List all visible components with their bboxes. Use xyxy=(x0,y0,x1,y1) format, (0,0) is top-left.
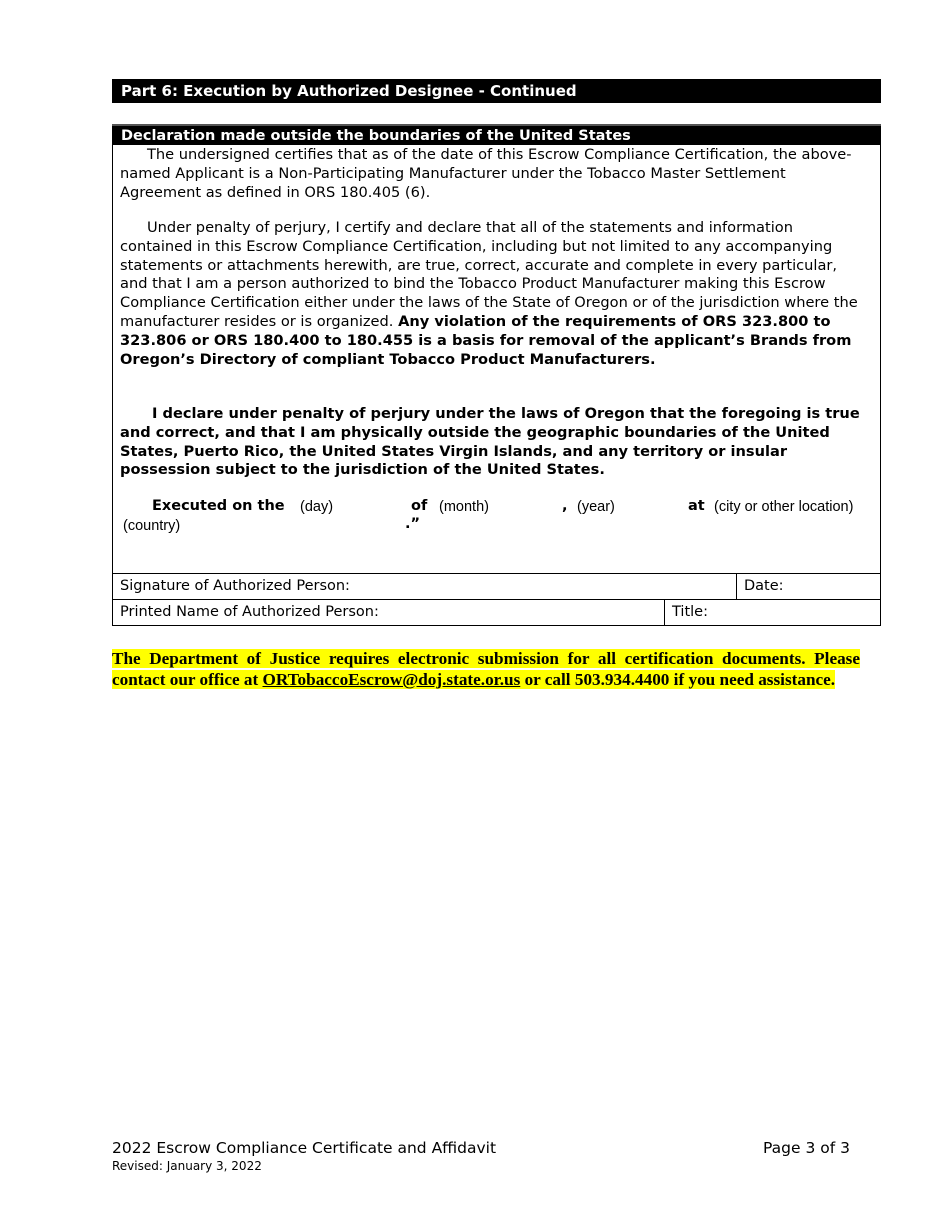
title-label: Title: xyxy=(672,604,708,620)
printed-name-field[interactable] xyxy=(112,600,664,626)
at-label: at xyxy=(688,498,705,514)
of-label: of xyxy=(411,498,428,514)
execution-end-quote: .” xyxy=(405,516,421,532)
declaration-paragraph-1: The undersigned certifies that as of the date of this Escrow Compliance Certification, the above-named Applicant is a Non-Participating Manufacturer under the Tobacco Master Settlement Agreement as defined in ORS 180.405 (6). xyxy=(120,146,852,201)
country-field[interactable]: (country) xyxy=(123,518,181,534)
page-number: Page 3 of 3 xyxy=(763,1139,850,1157)
date-label: Date: xyxy=(744,578,784,594)
date-field[interactable] xyxy=(736,574,881,599)
location-field[interactable]: (city or other location) xyxy=(714,499,854,515)
email-link[interactable]: ORTobaccoEscrow@doj.state.or.us xyxy=(262,670,521,689)
part-6-header: Part 6: Execution by Authorized Designee - Continued xyxy=(112,79,881,103)
printed-name-label: Printed Name of Authorized Person: xyxy=(120,604,379,620)
year-field[interactable]: (year) xyxy=(577,499,615,515)
declaration-header: Declaration made outside the boundaries of the United States xyxy=(112,124,881,145)
comma-label: , xyxy=(562,498,568,514)
signature-row xyxy=(112,573,881,599)
declaration-paragraph-3: I declare under penalty of perjury under the laws of Oregon that the foregoing is true and correct, and that I am physically outside the geographic boundaries of the United States, Puerto Rico, the United States Virgin Islands, and any territory or insular possession subject to the jurisdiction of the United States. xyxy=(120,405,860,479)
printed-name-row xyxy=(112,599,881,626)
footer-revised: Revised: January 3, 2022 xyxy=(112,1159,262,1173)
month-field[interactable]: (month) xyxy=(439,499,489,515)
footer-title: 2022 Escrow Compliance Certificate and Affidavit xyxy=(112,1139,497,1157)
signature-label: Signature of Authorized Person: xyxy=(120,578,350,594)
submission-notice: The Department of Justice requires electronic submission for all certification documents. Please contact our office at ORTobaccoEscrow@doj.state.or.us or call 503.934.4400 if you need assistance. xyxy=(112,649,860,689)
signature-field[interactable] xyxy=(112,574,736,599)
title-field[interactable] xyxy=(664,600,881,626)
day-field[interactable]: (day) xyxy=(300,499,334,515)
executed-on-label: Executed on the xyxy=(152,498,285,514)
declaration-paragraph-2: Under penalty of perjury, I certify and declare that all of the statements and information contained in this Escrow Compliance Certification, including but not limited to any accompanying statements or attachments herewith, are true, correct, accurate and complete in every particular, and that I am a person authorized to bind the Tobacco Product Manufacturer making this Escrow Compliance Certification either under the laws of the State of Oregon or of the jurisdiction where the manufacturer resides or is organized. Any violation of the requirements of ORS 323.800 to 323.806 or ORS 180.400 to 180.455 is a basis for removal of the applicant’s Brands from Oregon’s Directory of compliant Tobacco Product Manufacturers. xyxy=(120,219,858,368)
